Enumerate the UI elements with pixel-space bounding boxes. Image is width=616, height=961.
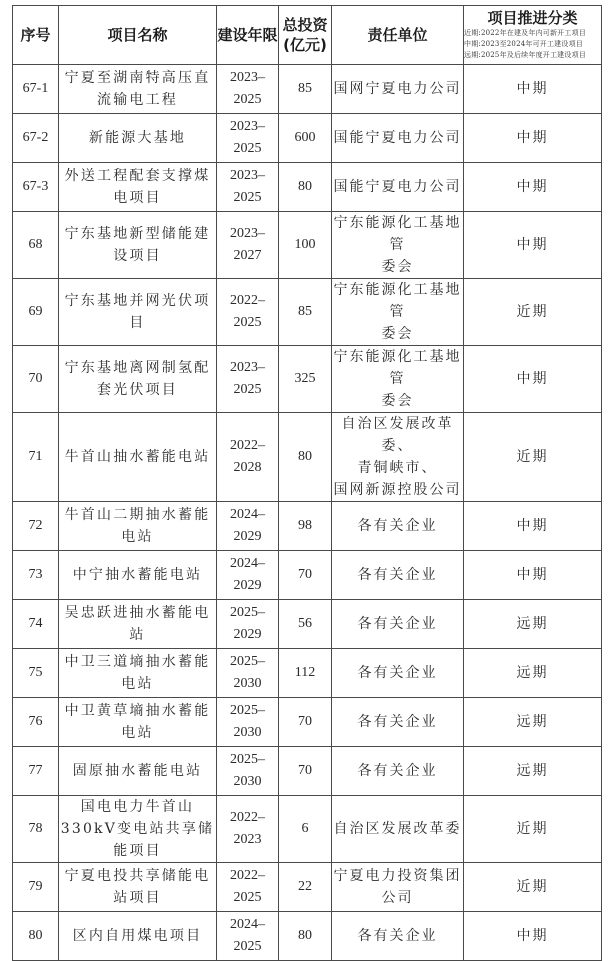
table-row <box>13 863 602 912</box>
cell-responsible-unit <box>332 747 464 796</box>
period-end: 2025 <box>233 939 262 954</box>
cell-period <box>217 502 279 551</box>
unit-line: 各有关企业 <box>357 714 438 730</box>
unit-line: 委会 <box>381 393 414 409</box>
cell-no: 78 <box>13 796 59 863</box>
category-legend-near: 近期:2022年在建及年内可新开工项目 <box>464 29 586 37</box>
cell-responsible-unit <box>332 502 464 551</box>
cell-period <box>217 163 279 212</box>
table-row <box>13 502 602 551</box>
period-start: 2023– <box>230 70 265 85</box>
cell-period <box>217 600 279 649</box>
period-start: 2024– <box>230 917 265 932</box>
cell-no: 72 <box>13 502 59 551</box>
cell-responsible-unit <box>332 600 464 649</box>
cell-investment: 325 <box>279 346 332 413</box>
cell-project-name: 中卫三道墒抽水蓄能电站 <box>59 649 217 698</box>
cell-no: 80 <box>13 912 59 961</box>
period-start: 2025– <box>230 654 265 669</box>
cell-responsible-unit <box>332 796 464 863</box>
cell-category: 近期 <box>464 796 602 863</box>
unit-line: 国网宁夏电力公司 <box>333 81 462 97</box>
period-end: 2030 <box>233 774 262 789</box>
cell-project-name: 区内自用煤电项目 <box>59 912 217 961</box>
cell-responsible-unit <box>332 863 464 912</box>
cell-category: 中期 <box>464 212 602 279</box>
project-table <box>12 5 602 961</box>
cell-no: 70 <box>13 346 59 413</box>
cell-no: 74 <box>13 600 59 649</box>
cell-category: 远期 <box>464 747 602 796</box>
unit-line: 各有关企业 <box>357 518 438 534</box>
table-row <box>13 796 602 863</box>
cell-category: 近期 <box>464 863 602 912</box>
period-start: 2024– <box>230 507 265 522</box>
cell-category: 远期 <box>464 600 602 649</box>
cell-project-name: 新能源大基地 <box>59 114 217 163</box>
period-end: 2030 <box>233 676 262 691</box>
cell-investment: 22 <box>279 863 332 912</box>
cell-period <box>217 114 279 163</box>
period-start: 2022– <box>230 293 265 308</box>
period-start: 2024– <box>230 556 265 571</box>
cell-period <box>217 551 279 600</box>
table-row <box>13 912 602 961</box>
header-period: 建设年限 <box>217 6 279 65</box>
cell-no: 68 <box>13 212 59 279</box>
cell-category: 远期 <box>464 698 602 747</box>
cell-investment: 80 <box>279 912 332 961</box>
cell-no: 69 <box>13 279 59 346</box>
period-start: 2025– <box>230 605 265 620</box>
period-end: 2025 <box>233 315 262 330</box>
cell-investment: 100 <box>279 212 332 279</box>
unit-line: 国网新源控股公司 <box>333 482 462 498</box>
table-row <box>13 413 602 502</box>
cell-responsible-unit <box>332 912 464 961</box>
table-row <box>13 114 602 163</box>
unit-line: 国能宁夏电力公司 <box>333 130 462 146</box>
table-row <box>13 163 602 212</box>
cell-project-name: 吴忠跃进抽水蓄能电站 <box>59 600 217 649</box>
cell-responsible-unit <box>332 163 464 212</box>
period-end: 2027 <box>233 248 262 263</box>
header-investment-line2: (亿元) <box>283 36 327 54</box>
table-row <box>13 649 602 698</box>
cell-investment: 6 <box>279 796 332 863</box>
cell-investment: 600 <box>279 114 332 163</box>
period-start: 2023– <box>230 226 265 241</box>
period-end: 2030 <box>233 725 262 740</box>
cell-investment: 70 <box>279 698 332 747</box>
unit-line: 各有关企业 <box>357 567 438 583</box>
cell-period <box>217 747 279 796</box>
cell-investment: 85 <box>279 65 332 114</box>
cell-category: 近期 <box>464 413 602 502</box>
cell-investment: 56 <box>279 600 332 649</box>
period-end: 2029 <box>233 578 262 593</box>
cell-category: 中期 <box>464 912 602 961</box>
cell-no: 67-2 <box>13 114 59 163</box>
period-end: 2023 <box>233 832 262 847</box>
cell-category: 中期 <box>464 551 602 600</box>
cell-responsible-unit <box>332 551 464 600</box>
period-end: 2025 <box>233 382 262 397</box>
header-no: 序号 <box>13 6 59 65</box>
period-start: 2025– <box>230 703 265 718</box>
cell-project-name: 牛首山抽水蓄能电站 <box>59 413 217 502</box>
unit-line: 各有关企业 <box>357 665 438 681</box>
cell-responsible-unit <box>332 346 464 413</box>
cell-investment: 70 <box>279 747 332 796</box>
cell-period <box>217 413 279 502</box>
cell-responsible-unit <box>332 649 464 698</box>
cell-category: 中期 <box>464 163 602 212</box>
period-end: 2029 <box>233 627 262 642</box>
period-start: 2022– <box>230 438 265 453</box>
cell-no: 77 <box>13 747 59 796</box>
cell-project-name: 外送工程配套支撑煤电项目 <box>59 163 217 212</box>
period-end: 2025 <box>233 890 262 905</box>
table-row <box>13 747 602 796</box>
table-header-row <box>13 6 602 65</box>
cell-project-name: 中卫黄草墒抽水蓄能电站 <box>59 698 217 747</box>
cell-period <box>217 863 279 912</box>
cell-category: 中期 <box>464 114 602 163</box>
period-end: 2028 <box>233 460 262 475</box>
unit-line: 各有关企业 <box>357 928 438 944</box>
header-investment-line1: 总投资 <box>282 16 328 34</box>
cell-project-name: 中宁抽水蓄能电站 <box>59 551 217 600</box>
cell-no: 67-1 <box>13 65 59 114</box>
cell-category: 中期 <box>464 346 602 413</box>
cell-period <box>217 65 279 114</box>
unit-line: 宁东能源化工基地管 <box>333 349 462 387</box>
unit-line: 委会 <box>381 259 414 275</box>
cell-project-name: 宁东基地新型储能建设项目 <box>59 212 217 279</box>
period-end: 2025 <box>233 190 262 205</box>
cell-category: 中期 <box>464 502 602 551</box>
cell-responsible-unit <box>332 413 464 502</box>
period-start: 2023– <box>230 119 265 134</box>
table-row <box>13 698 602 747</box>
unit-line: 宁东能源化工基地管 <box>333 215 462 253</box>
period-end: 2025 <box>233 92 262 107</box>
cell-project-name: 国电电力牛首山330kV变电站共享储能项目 <box>59 796 217 863</box>
cell-period <box>217 279 279 346</box>
unit-line: 宁夏电力投资集团公司 <box>333 868 462 906</box>
period-start: 2023– <box>230 360 265 375</box>
cell-project-name: 固原抽水蓄能电站 <box>59 747 217 796</box>
period-end: 2025 <box>233 141 262 156</box>
period-end: 2029 <box>233 529 262 544</box>
cell-project-name: 宁东基地离网制氢配套光伏项目 <box>59 346 217 413</box>
table-body <box>13 65 602 961</box>
cell-investment: 70 <box>279 551 332 600</box>
unit-line: 委会 <box>381 326 414 342</box>
cell-investment: 80 <box>279 163 332 212</box>
cell-period <box>217 698 279 747</box>
unit-line: 自治区发展改革委、 <box>341 416 454 454</box>
cell-project-name: 宁夏至湖南特高压直流输电工程 <box>59 65 217 114</box>
header-investment <box>279 6 332 65</box>
table-row <box>13 279 602 346</box>
cell-period <box>217 796 279 863</box>
period-start: 2025– <box>230 752 265 767</box>
unit-line: 宁东能源化工基地管 <box>333 282 462 320</box>
cell-period <box>217 346 279 413</box>
cell-period <box>217 649 279 698</box>
cell-category: 近期 <box>464 279 602 346</box>
category-legend-far: 远期:2025年及后续年度开工建设项目 <box>464 51 586 59</box>
cell-no: 75 <box>13 649 59 698</box>
unit-line: 各有关企业 <box>357 616 438 632</box>
cell-investment: 98 <box>279 502 332 551</box>
table-row <box>13 212 602 279</box>
cell-no: 73 <box>13 551 59 600</box>
table-row <box>13 600 602 649</box>
cell-category: 中期 <box>464 65 602 114</box>
header-category <box>464 6 602 65</box>
table-row <box>13 551 602 600</box>
cell-responsible-unit <box>332 698 464 747</box>
cell-no: 76 <box>13 698 59 747</box>
header-name: 项目名称 <box>59 6 217 65</box>
cell-project-name: 牛首山二期抽水蓄能电站 <box>59 502 217 551</box>
unit-line: 青铜峡市、 <box>357 460 438 476</box>
cell-investment: 85 <box>279 279 332 346</box>
cell-responsible-unit <box>332 212 464 279</box>
period-start: 2022– <box>230 810 265 825</box>
cell-no: 71 <box>13 413 59 502</box>
cell-category: 远期 <box>464 649 602 698</box>
unit-line: 自治区发展改革委 <box>333 821 462 837</box>
cell-investment: 80 <box>279 413 332 502</box>
table-row <box>13 65 602 114</box>
header-unit: 责任单位 <box>332 6 464 65</box>
cell-period <box>217 912 279 961</box>
cell-responsible-unit <box>332 65 464 114</box>
period-start: 2022– <box>230 868 265 883</box>
document-page <box>12 5 601 961</box>
cell-investment: 112 <box>279 649 332 698</box>
cell-project-name: 宁东基地并网光伏项目 <box>59 279 217 346</box>
unit-line: 各有关企业 <box>357 763 438 779</box>
cell-period <box>217 212 279 279</box>
cell-responsible-unit <box>332 279 464 346</box>
cell-no: 67-3 <box>13 163 59 212</box>
cell-no: 79 <box>13 863 59 912</box>
header-category-title: 项目推进分类 <box>487 9 578 27</box>
unit-line: 国能宁夏电力公司 <box>333 179 462 195</box>
cell-responsible-unit <box>332 114 464 163</box>
category-legend-mid: 中期:2023至2024年可开工建设项目 <box>464 40 583 48</box>
table-row <box>13 346 602 413</box>
period-start: 2023– <box>230 168 265 183</box>
cell-project-name: 宁夏电投共享储能电站项目 <box>59 863 217 912</box>
